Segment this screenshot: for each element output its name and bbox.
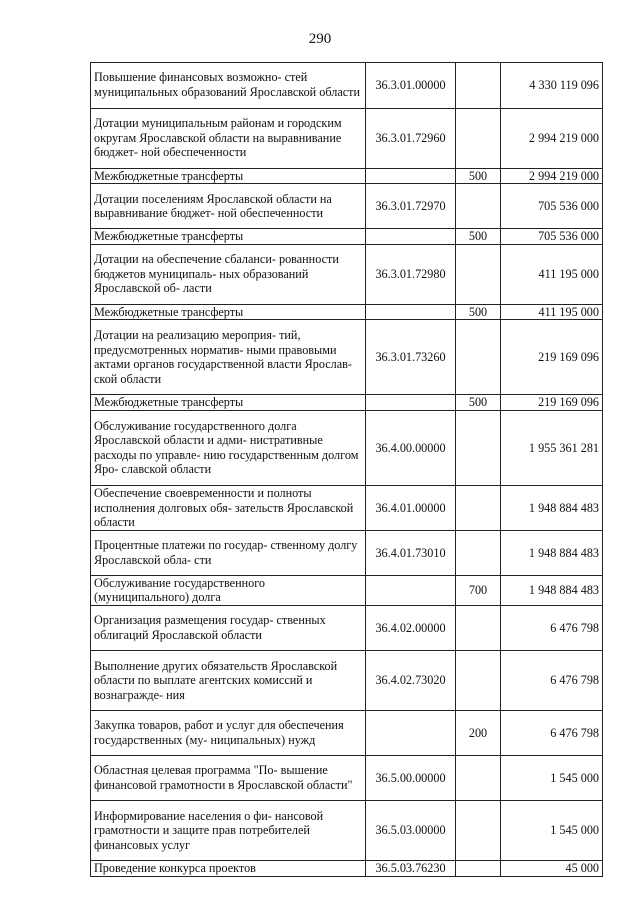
row-code — [366, 229, 456, 245]
row-name: Повышение финансовых возможно- стей муниципальных образований Ярославской области — [91, 62, 366, 108]
row-name: Обслуживание государственного (муниципального) долга — [91, 575, 366, 605]
table-row — [91, 395, 603, 411]
row-code — [366, 575, 456, 605]
row-type: 500 — [456, 395, 501, 411]
row-amount: 1 948 884 483 — [501, 485, 603, 530]
row-code: 36.5.00.00000 — [366, 756, 456, 801]
row-name: Закупка товаров, работ и услуг для обеспечения государственных (му- ниципальных) нужд — [91, 711, 366, 756]
row-amount: 411 195 000 — [501, 304, 603, 320]
row-code: 36.3.01.73260 — [366, 320, 456, 395]
row-name: Информирование населения о фи- нансовой грамотности и защите прав потребителей финансовых услуг — [91, 801, 366, 861]
budget-table — [90, 60, 603, 877]
row-amount: 4 330 119 096 — [501, 62, 603, 108]
table-row — [91, 244, 603, 304]
row-name: Выполнение других обязательств Ярославской области по выплате агентских комиссий и вознагражде- ния — [91, 651, 366, 711]
row-type — [456, 801, 501, 861]
row-code: 36.4.01.00000 — [366, 485, 456, 530]
table-row — [91, 606, 603, 651]
row-name: Межбюджетные трансферты — [91, 168, 366, 184]
table-row — [91, 304, 603, 320]
row-amount: 705 536 000 — [501, 229, 603, 245]
row-type — [456, 184, 501, 229]
row-code: 36.3.01.72970 — [366, 184, 456, 229]
row-amount: 411 195 000 — [501, 244, 603, 304]
row-amount: 2 994 219 000 — [501, 168, 603, 184]
row-type — [456, 485, 501, 530]
row-name: Дотации на реализацию мероприя- тий, предусмотренных норматив- ными правовыми актами органов государственной власти Ярослав- ской области — [91, 320, 366, 395]
table-row — [91, 530, 603, 575]
table-row — [91, 651, 603, 711]
row-type: 200 — [456, 711, 501, 756]
table-row — [91, 756, 603, 801]
row-name: Дотации муниципальным районам и городским округам Ярославской области на выравнивание бюджет- ной обеспеченности — [91, 108, 366, 168]
row-type — [456, 530, 501, 575]
row-code — [366, 395, 456, 411]
row-type — [456, 756, 501, 801]
row-name: Дотации поселениям Ярославской области на выравнивание бюджет- ной обеспеченности — [91, 184, 366, 229]
row-code: 36.3.01.72980 — [366, 244, 456, 304]
row-name: Организация размещения государ- ственных облигаций Ярославской области — [91, 606, 366, 651]
row-code: 36.5.03.76230 — [366, 861, 456, 877]
table-row — [91, 320, 603, 395]
row-name: Межбюджетные трансферты — [91, 395, 366, 411]
row-type — [456, 320, 501, 395]
row-code: 36.3.01.00000 — [366, 62, 456, 108]
row-amount: 705 536 000 — [501, 184, 603, 229]
row-code: 36.4.00.00000 — [366, 410, 456, 485]
row-code — [366, 711, 456, 756]
row-name: Межбюджетные трансферты — [91, 229, 366, 245]
row-code: 36.4.02.73020 — [366, 651, 456, 711]
row-amount: 1 948 884 483 — [501, 530, 603, 575]
row-name: Дотации на обеспечение сбаланси- рованности бюджетов муниципаль- ных образований Ярославской об- ласти — [91, 244, 366, 304]
row-name: Процентные платежи по государ- ственному долгу Ярославской обла- сти — [91, 530, 366, 575]
page-number: 290 — [308, 31, 332, 47]
table-row — [91, 184, 603, 229]
table-row — [91, 108, 603, 168]
row-type — [456, 62, 501, 108]
row-amount: 1 545 000 — [501, 801, 603, 861]
row-type: 500 — [456, 168, 501, 184]
table-row — [91, 62, 603, 108]
row-type: 700 — [456, 575, 501, 605]
row-name: Межбюджетные трансферты — [91, 304, 366, 320]
row-amount: 1 545 000 — [501, 756, 603, 801]
row-amount: 6 476 798 — [501, 651, 603, 711]
table-row — [91, 485, 603, 530]
row-name: Областная целевая программа "По- вышение финансовой грамотности в Ярославской области" — [91, 756, 366, 801]
row-code — [366, 304, 456, 320]
row-code: 36.4.01.73010 — [366, 530, 456, 575]
row-code — [366, 168, 456, 184]
row-amount: 219 169 096 — [501, 395, 603, 411]
row-type — [456, 108, 501, 168]
row-type — [456, 606, 501, 651]
row-type — [456, 410, 501, 485]
table-row — [91, 168, 603, 184]
row-amount: 2 994 219 000 — [501, 108, 603, 168]
row-name: Проведение конкурса проектов — [91, 861, 366, 877]
row-amount: 6 476 798 — [501, 711, 603, 756]
row-code: 36.5.03.00000 — [366, 801, 456, 861]
row-amount: 1 955 361 281 — [501, 410, 603, 485]
row-type — [456, 651, 501, 711]
row-type: 500 — [456, 229, 501, 245]
row-type — [456, 861, 501, 877]
row-code: 36.4.02.00000 — [366, 606, 456, 651]
row-code: 36.3.01.72960 — [366, 108, 456, 168]
row-amount: 45 000 — [501, 861, 603, 877]
table-row — [91, 575, 603, 605]
row-type: 500 — [456, 304, 501, 320]
row-amount: 6 476 798 — [501, 606, 603, 651]
row-type — [456, 244, 501, 304]
row-amount: 219 169 096 — [501, 320, 603, 395]
row-amount: 1 948 884 483 — [501, 575, 603, 605]
table-row — [91, 801, 603, 861]
table-row — [91, 861, 603, 877]
row-name: Обеспечение своевременности и полноты исполнения долговых обя- зательств Ярославской области — [91, 485, 366, 530]
table-row — [91, 711, 603, 756]
table-row — [91, 410, 603, 485]
table-row — [91, 229, 603, 245]
row-name: Обслуживание государственного долга Ярославской области и адми- нистративные расходы по управле- нию государственным долгом Яро- славской области — [91, 410, 366, 485]
